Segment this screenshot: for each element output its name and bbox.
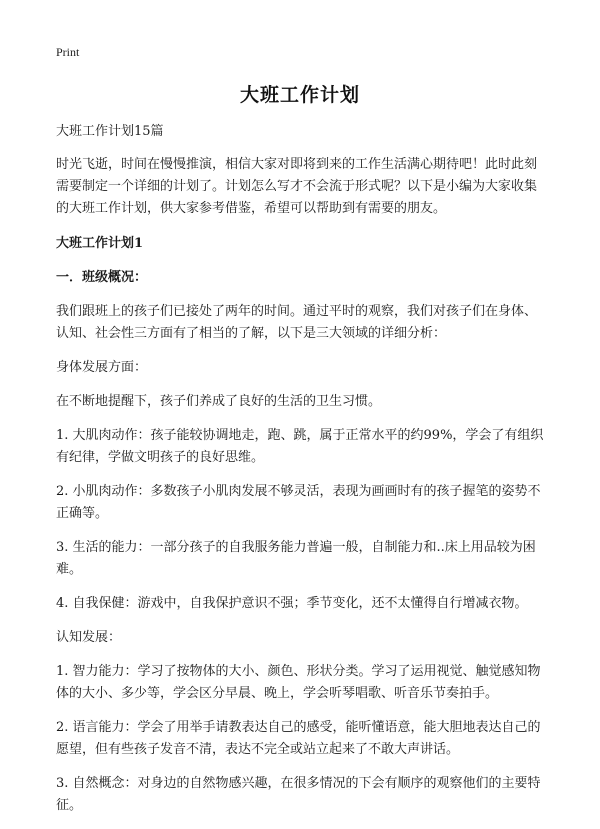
page-title: 大班工作计划 xyxy=(239,84,360,106)
physical-item: 1. 大肌肉动作：孩子能较协调地走，跑、跳，属于正常水平的约99%，学会了有组织有纪律，学做文明孩子的良好思维。 xyxy=(56,428,544,465)
cognitive-heading: 认知发展： xyxy=(56,630,122,645)
physical-heading: 身体发展方面： xyxy=(56,360,148,375)
physical-item: 2. 小肌肉动作：多数孩子小肌肉发展不够灵活，表现为画画时有的孩子握笔的姿势不正确等。 xyxy=(56,484,541,521)
subsection-title: 一．班级概况： xyxy=(56,270,148,285)
cognitive-item: 3. 自然概念：对身边的自然物感兴趣，在很多情况的下会有顺序的观察他们的主要特征。 xyxy=(56,776,541,813)
cognitive-item: 1. 智力能力：学习了按物体的大小、颜色、形状分类。学习了运用视觉、触觉感知物体的大小、多少等，学会区分早晨、晚上，学会听琴唱歌、听音乐节奏拍手。 xyxy=(56,664,541,701)
document-body xyxy=(56,121,546,829)
intro-paragraph: 时光飞逝，时间在慢慢推演，相信大家对即将到来的工作生活满心期待吧！此时此刻需要制定一个详细的计划了。计划怎么写才不会流于形式呢？以下是小编为大家收集的大班工作计划，供大家参考借鉴，希望可以帮助到有需要的朋友。 xyxy=(56,157,538,216)
physical-intro: 在不断地提醒下，孩子们养成了良好的生活的卫生习惯。 xyxy=(56,394,382,409)
overview-paragraph: 我们跟班上的孩子们已接处了两年的时间。通过平时的观察，我们对孩子们在身体、认知、社会性三方面有了相当的了解，以下是三大领域的详细分析： xyxy=(56,304,538,341)
print-label: Print xyxy=(56,45,80,59)
section-title: 大班工作计划1 xyxy=(56,236,144,251)
document-subtitle: 大班工作计划15篇 xyxy=(56,124,164,139)
cognitive-item: 2. 语言能力：学会了用举手请教表达自己的感受，能听懂语意，能大胆地表达自己的愿望，但有些孩子发音不清，表达不完全或站立起来了不敢大声讲话。 xyxy=(56,720,541,757)
physical-item: 4. 自我保健：游戏中，自我保护意识不强；季节变化，还不太懂得自行增减衣物。 xyxy=(56,596,528,611)
physical-item: 3. 生活的能力：一部分孩子的自我服务能力普遍一般，自制能力和..床上用品较为困难。 xyxy=(56,540,536,577)
